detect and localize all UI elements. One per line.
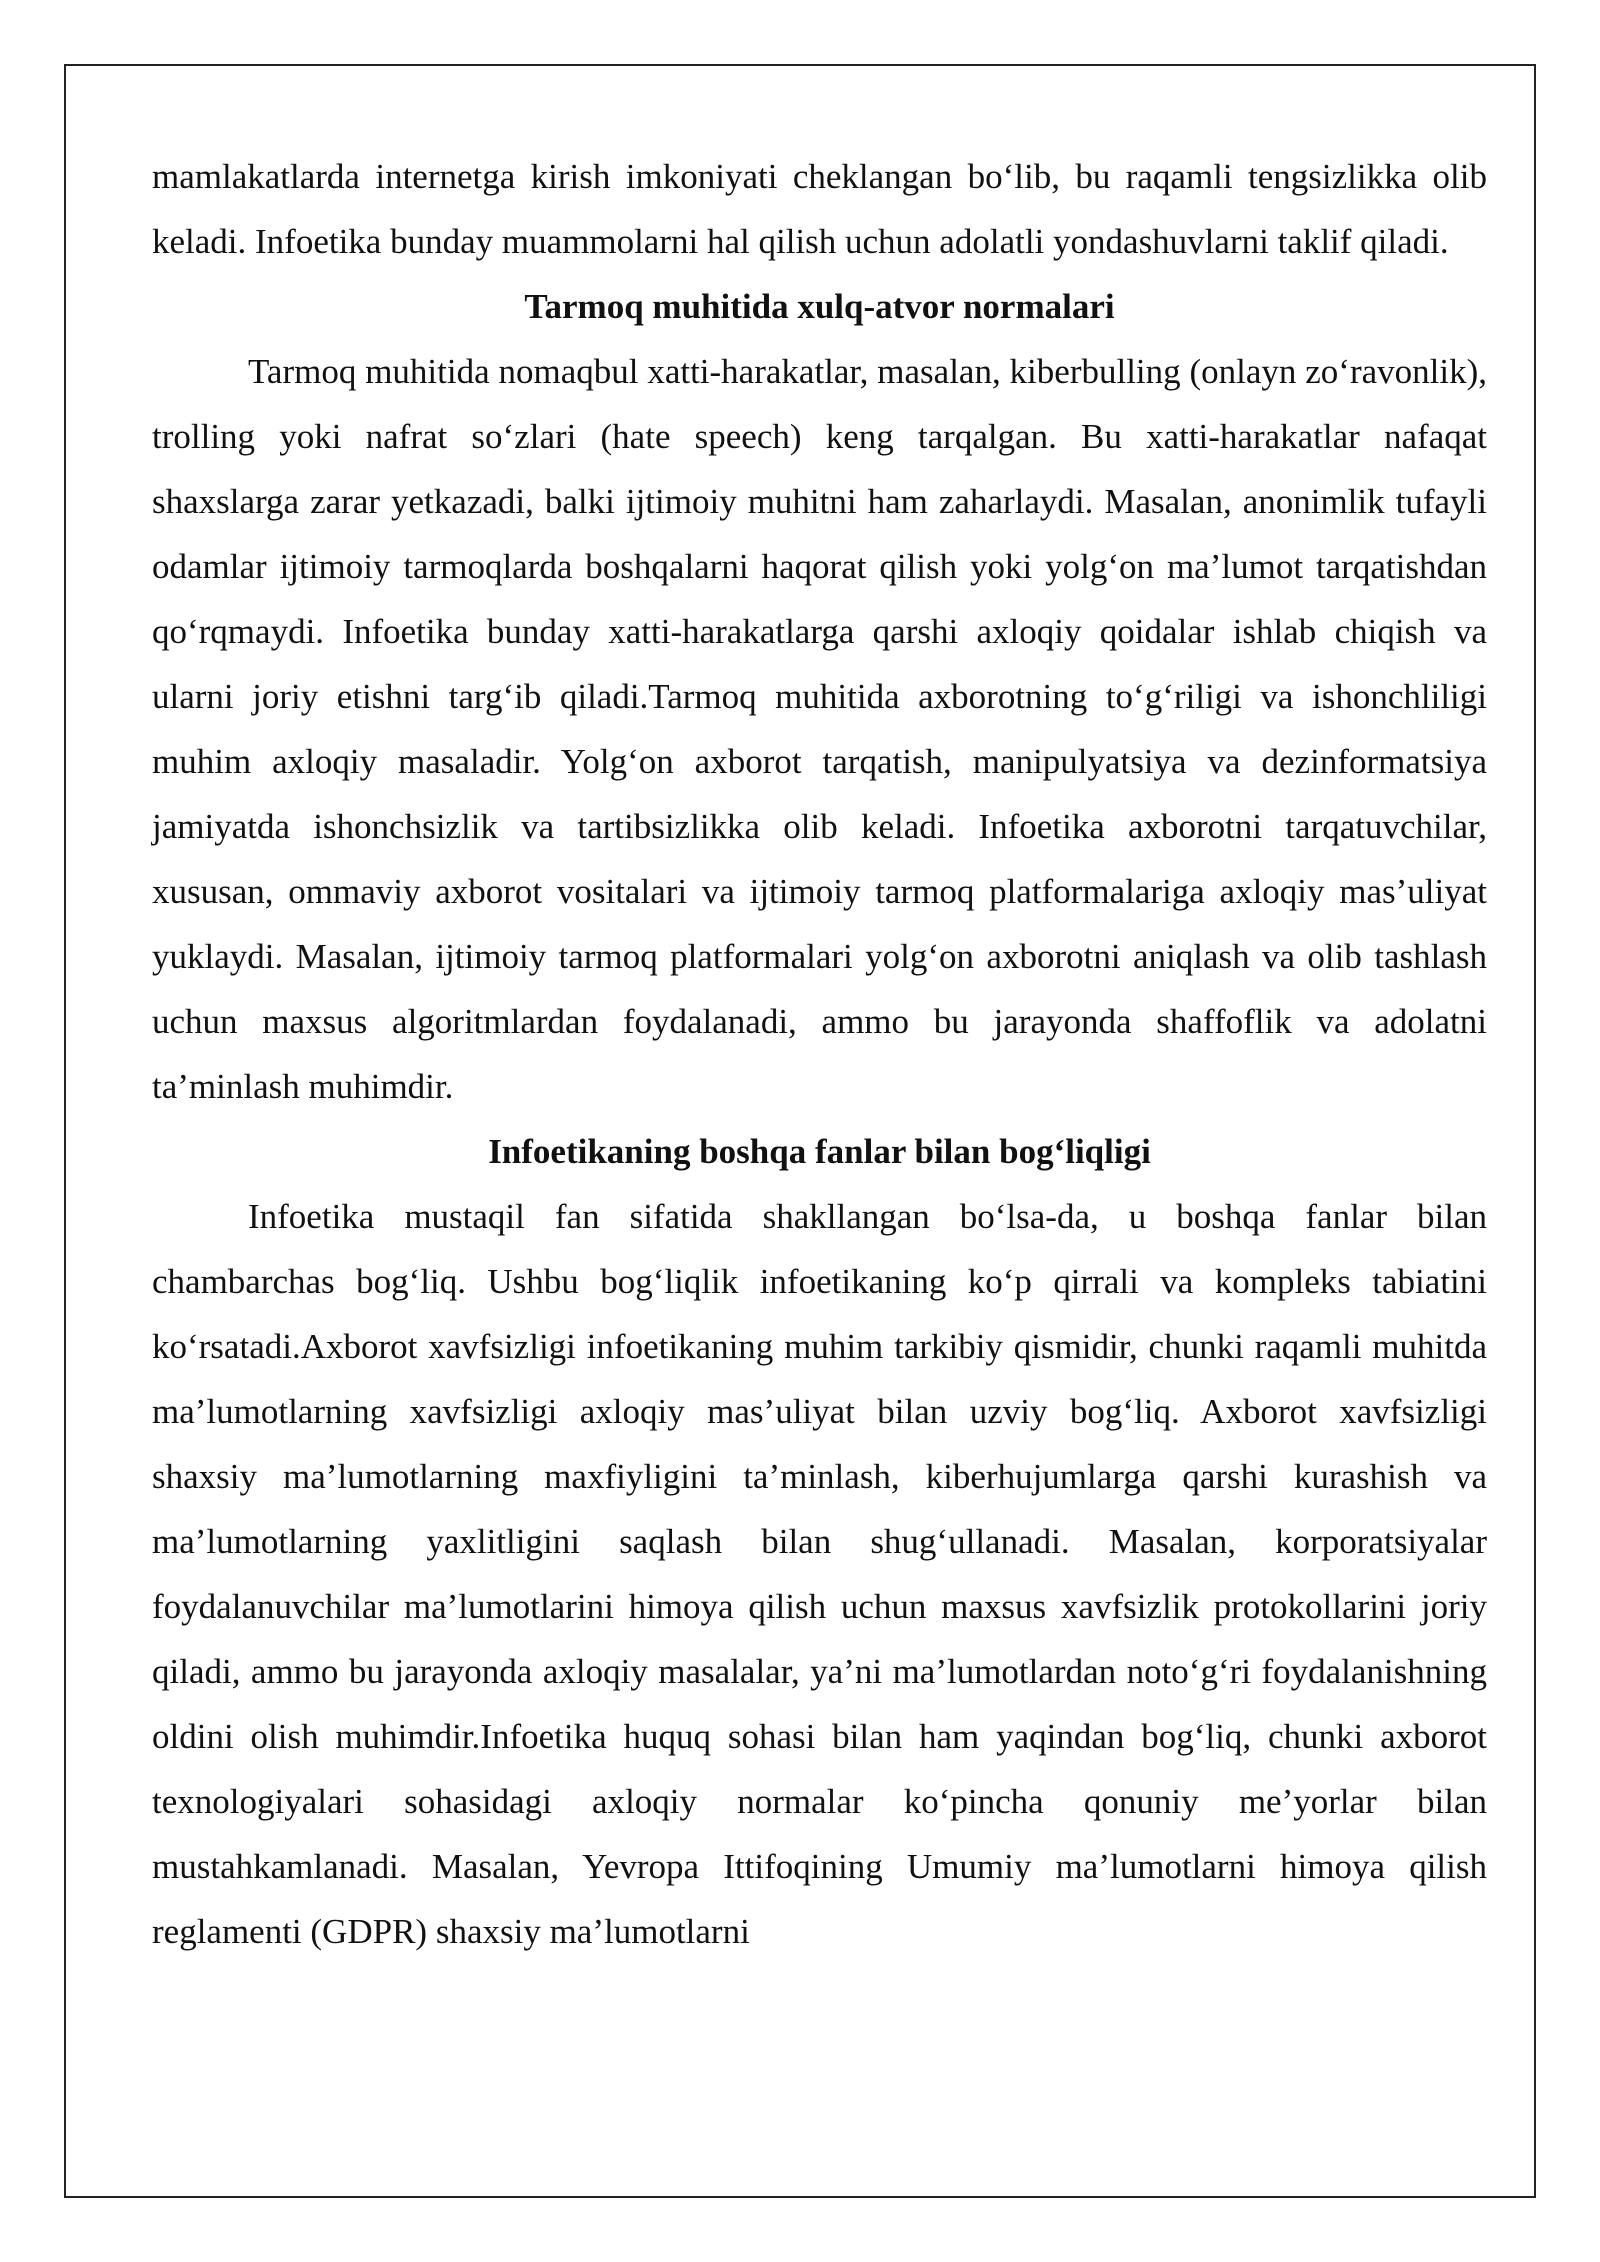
- document-body: [152, 144, 1487, 1964]
- section-heading-interdisciplinary: Infoetikaning boshqa fanlar bilan bog‘liqligi: [488, 1132, 1151, 1171]
- section-heading-network-behavior: Tarmoq muhitida xulq-atvor normalari: [524, 287, 1115, 326]
- paragraph-continuation: mamlakatlarda internetga kirish imkoniyati cheklangan bo‘lib, bu raqamli tengsizlikka olib keladi. Infoetika bunday muammolarni hal qilish uchun adolatli yondashuvlarni taklif qiladi.: [152, 157, 1487, 261]
- paragraph-interdisciplinary: Infoetika mustaqil fan sifatida shakllangan bo‘lsa-da, u boshqa fanlar bilan chambarchas bog‘liq. Ushbu bog‘liqlik infoetikaning ko‘p qirrali va kompleks tabiatini ko‘rsatadi.Axborot xavfsizligi infoetikaning muhim tarkibiy qismidir, chunki raqamli muhitda ma’lumotlarning xavfsizligi axloqiy mas’uliyat bilan uzviy bog‘liq. Axborot xavfsizligi shaxsiy ma’lumotlarning maxfiyligini ta’minlash, kiberhujumlarga qarshi kurashish va ma’lumotlarning yaxlitligini saqlash bilan shug‘ullanadi. Masalan, korporatsiyalar foydalanuvchilar ma’lumotlarini himoya qilish uchun maxsus xavfsizlik protokollarini joriy qiladi, ammo bu jarayonda axloqiy masalalar, ya’ni ma’lumotlardan noto‘g‘ri foydalanishning oldini olish muhimdir.Infoetika huquq sohasi bilan ham yaqindan bog‘liq, chunki axborot texnologiyalari sohasidagi axloqiy normalar ko‘pincha qonuniy me’yorlar bilan mustahkamlanadi. Masalan, Yevropa Ittifoqining Umumiy ma’lumotlarni himoya qilish reglamenti (GDPR) shaxsiy ma’lumotlarni: [152, 1197, 1487, 1951]
- paragraph-network-behavior: Tarmoq muhitida nomaqbul xatti-harakatlar, masalan, kiberbulling (onlayn zo‘ravonlik), trolling yoki nafrat so‘zlari (hate speech) keng tarqalgan. Bu xatti-harakatlar nafaqat shaxslarga zarar yetkazadi, balki ijtimoiy muhitni ham zaharlaydi. Masalan, anonimlik tufayli odamlar ijtimoiy tarmoqlarda boshqalarni haqorat qilish yoki yolg‘on ma’lumot tarqatishdan qo‘rqmaydi. Infoetika bunday xatti-harakatlarga qarshi axloqiy qoidalar ishlab chiqish va ularni joriy etishni targ‘ib qiladi.Tarmoq muhitida axborotning to‘g‘riligi va ishonchliligi muhim axloqiy masaladir. Yolg‘on axborot tarqatish, manipulyatsiya va dezinformatsiya jamiyatda ishonchsizlik va tartibsizlikka olib keladi. Infoetika axborotni tarqatuvchilar, xususan, ommaviy axborot vositalari va ijtimoiy tarmoq platformalariga axloqiy mas’uliyat yuklaydi. Masalan, ijtimoiy tarmoq platformalari yolg‘on axborotni aniqlash va olib tashlash uchun maxsus algoritmlardan foydalanadi, ammo bu jarayonda shaffoflik va adolatni ta’minlash muhimdir.: [152, 352, 1487, 1106]
